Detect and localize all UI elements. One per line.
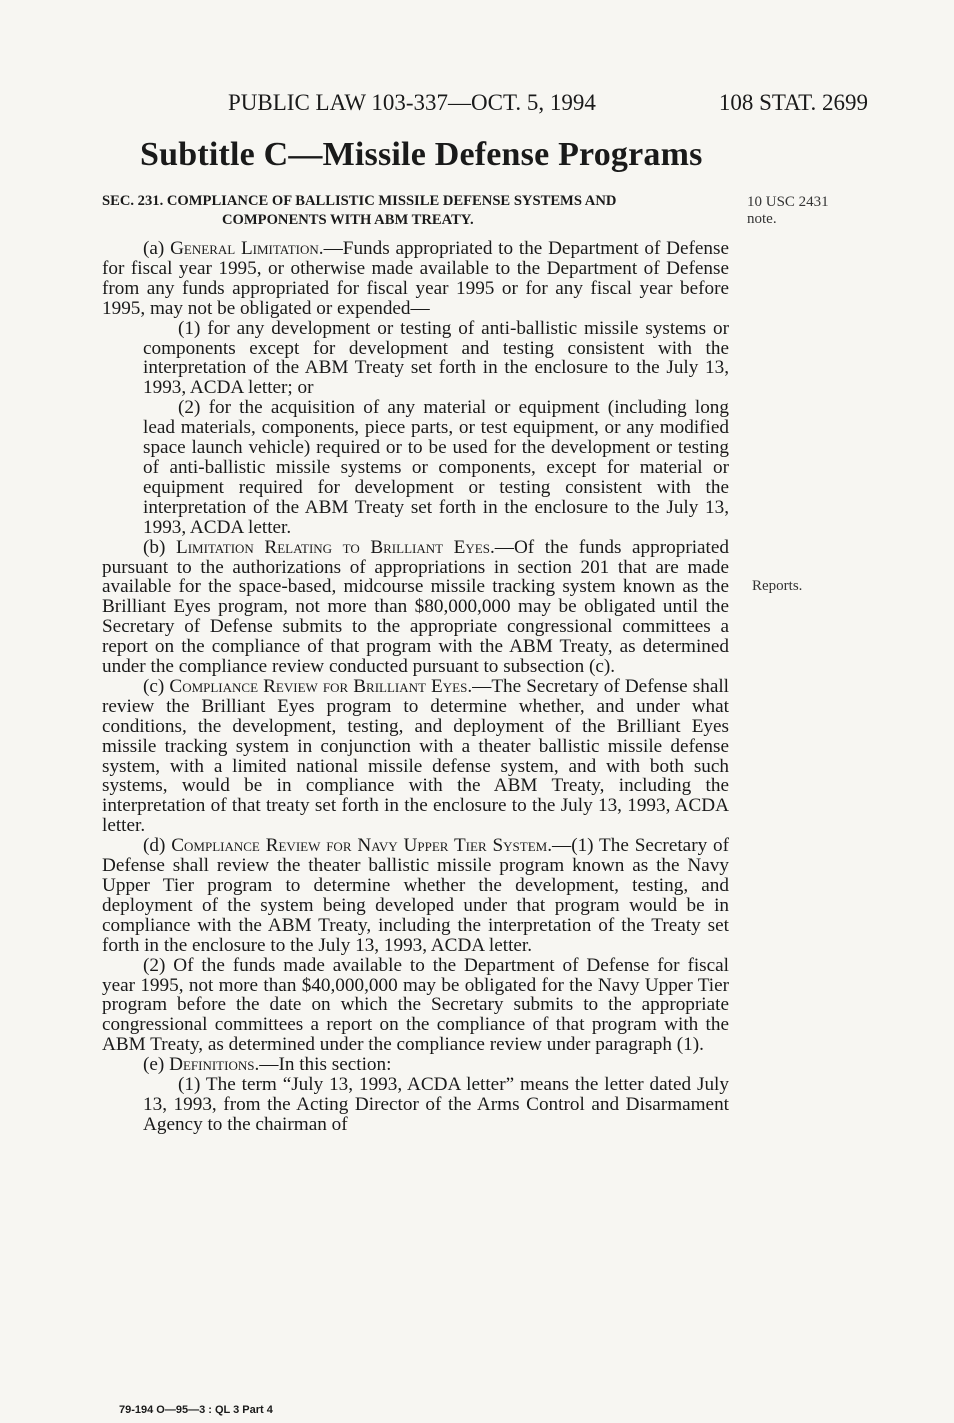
section-body bbox=[102, 192, 729, 1135]
subsection-e bbox=[102, 1055, 729, 1075]
subsection-b-text: —Of the funds appropriated pursuant to the authorizations of appropriations in section 201 that are made available for the space-based, midcourse missile tracking system known as the Brilliant Eyes program, not more than $80,000,000 may be obligated until the Secretary of Defense submits to the appropriate congressional committees a report on the compliance of that program with the ABM Treaty, as determined under the compliance review conducted pursuant to subsection (c). bbox=[102, 536, 729, 678]
section-heading bbox=[102, 192, 729, 230]
usc-note-line2: note. bbox=[747, 211, 777, 227]
subsection-b bbox=[102, 538, 729, 677]
subsection-a-text: —Funds appropriated to the Department of Defense for fiscal year 1995, or otherwise made available to the Department of Defense from any funds appropriated for fiscal year 1995 or for any fiscal year before 1995, may not be obligated or expended— bbox=[102, 238, 730, 319]
statute-page-number: 108 STAT. 2699 bbox=[718, 90, 868, 115]
subsection-b-label: (b) bbox=[143, 536, 176, 558]
subsection-a-heading: General Limitation. bbox=[170, 238, 324, 259]
subtitle-heading: Subtitle C—Missile Defense Programs bbox=[140, 136, 703, 173]
subsection-a-label: (a) bbox=[143, 238, 171, 259]
section-heading-line2: COMPONENTS WITH ABM TREATY. bbox=[222, 212, 474, 228]
subsection-d-label: (d) bbox=[143, 835, 172, 857]
subsection-e-heading: Definitions. bbox=[169, 1054, 260, 1076]
public-law-citation: PUBLIC LAW 103-337—OCT. 5, 1994 bbox=[228, 90, 596, 115]
subsection-e-text: —In this section: bbox=[259, 1054, 392, 1076]
subsection-d bbox=[102, 836, 729, 955]
section-heading-line1: SEC. 231. COMPLIANCE OF BALLISTIC MISSILE DEFENSE SYSTEMS AND bbox=[102, 193, 617, 209]
subsection-c-heading: Compliance Review for Brilliant Eyes. bbox=[169, 675, 473, 697]
paragraph-a1: (1) for any development or testing of anti-ballistic missile systems or components except for development and testing consistent with the interpretation of the ABM Treaty set forth in the enclosure to the July 13, 1993, ACDA letter; or bbox=[143, 317, 729, 399]
subsection-d-text: —(1) The Secretary of Defense shall review the theater ballistic missile program known as the Navy Upper Tier program to determine whether the development, testing, and deployment of the system being developed under that program would be in compliance with the ABM Treaty, including the interpretation of the Treaty set forth in the enclosure to the July 13, 1993, ACDA letter. bbox=[102, 835, 729, 956]
paragraph-e1: (1) The term “July 13, 1993, ACDA letter” means the letter dated July 13, 1993, from the Acting Director of the Arms Control and Disarmament Agency to the chairman of bbox=[143, 1074, 729, 1135]
subsection-c-text: —The Secretary of Defense shall review the Brilliant Eyes program to determine whether, and under what conditions, the development, testing, and deployment of the Brilliant Eyes missile tracking system in conjunction with a theater ballistic missile defense system, with a limited national missile defense system, and with both such systems, would be in compliance with the ABM Treaty, including the interpretation of that treaty set forth in the enclosure to the July 13, 1993, ACDA letter. bbox=[102, 675, 729, 837]
subsection-c bbox=[102, 677, 729, 836]
subsection-b-heading: Limitation Relating to Brilliant Eyes. bbox=[175, 536, 495, 558]
print-job-footer: 79-194 O—95—3 : QL 3 Part 4 bbox=[119, 1404, 273, 1416]
usc-margin-note bbox=[747, 194, 829, 228]
reports-margin-note: Reports. bbox=[752, 578, 803, 594]
subsection-d-heading: Compliance Review for Navy Upper Tier System. bbox=[171, 835, 552, 857]
subsection-c-label: (c) bbox=[143, 675, 170, 697]
usc-note-line1: 10 USC 2431 bbox=[747, 194, 829, 210]
paragraph-d2: (2) Of the funds made available to the Department of Defense for fiscal year 1995, not more than $40,000,000 may be obligated for the Navy Upper Tier program before the date on which the Secretary submits to the appropriate congressional committees a report on the compliance of that program with the ABM Treaty, as determined under the compliance review under paragraph (1). bbox=[102, 954, 729, 1056]
paragraph-a2: (2) for the acquisition of any material or equipment (including long lead materials, components, piece parts, or test equipment, or any modified space launch vehicle) required or to be used for the development or testing of anti-ballistic missile systems or components, except for material or equipment required for development or testing consistent with the interpretation of the ABM Treaty set forth in the enclosure to the July 13, 1993, ACDA letter. bbox=[143, 397, 729, 538]
subsection-a bbox=[102, 239, 729, 319]
subsection-e-label: (e) bbox=[143, 1054, 170, 1076]
page-header bbox=[228, 90, 868, 120]
